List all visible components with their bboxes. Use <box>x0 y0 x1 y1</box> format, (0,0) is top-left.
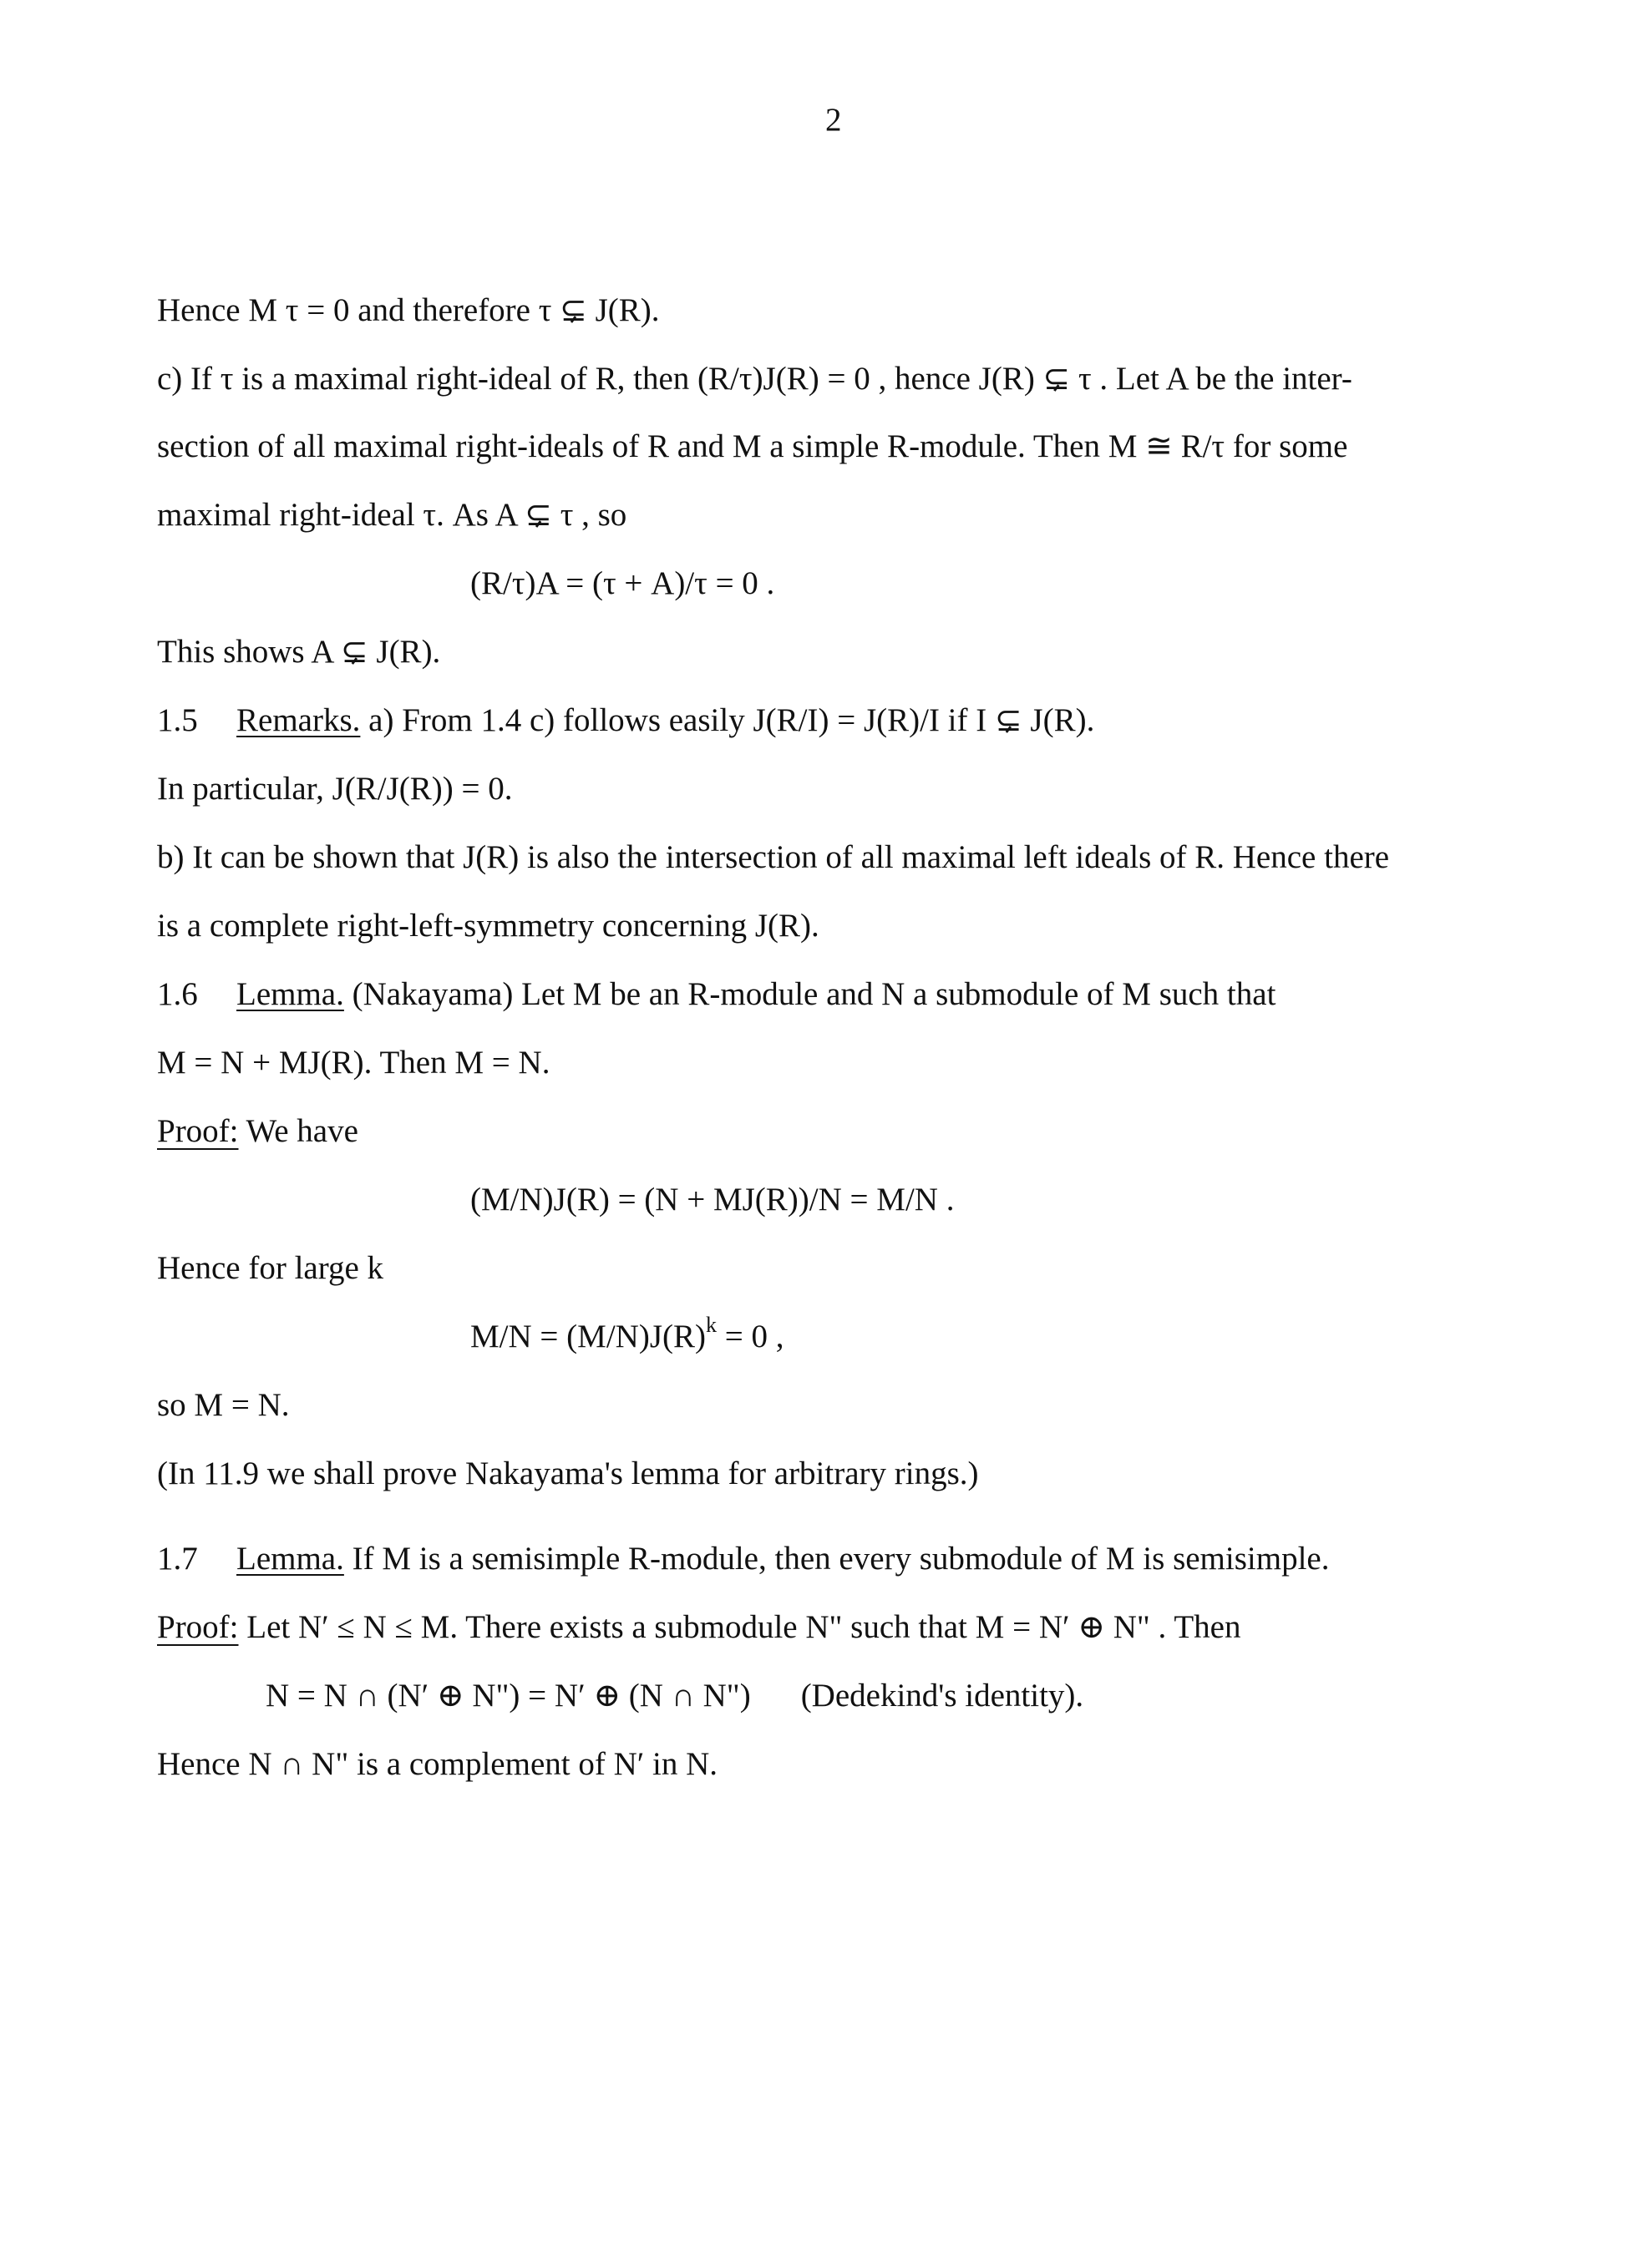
text-line: section of all maximal right-ideals of R and M a simple R-module. Then M ≅ R/τ for some <box>157 428 1348 464</box>
equation-part: = 0 , <box>717 1319 784 1354</box>
text-line: In particular, J(R/J(R)) = 0. <box>157 771 513 807</box>
proof-text: Let N′ ≤ N ≤ M. There exists a submodule N" such that M = N′ ⊕ N" . Then <box>238 1609 1241 1645</box>
text-line: is a complete right-left-symmetry concerning J(R). <box>157 908 819 944</box>
proof-text: We have <box>238 1113 358 1149</box>
text-line: Hence N ∩ N" is a complement of N′ in N. <box>157 1746 718 1782</box>
proof-label: Proof: <box>157 1609 239 1645</box>
display-equation <box>266 1676 1083 1716</box>
exponent: k <box>706 1313 717 1337</box>
section-text: (Nakayama) Let M be an R-module and N a submodule of M such that <box>343 976 1276 1012</box>
proof-label: Proof: <box>157 1113 239 1149</box>
equation-part: N = N ∩ (N′ ⊕ N") = N′ ⊕ (N ∩ N") <box>266 1678 751 1714</box>
text-line: (In 11.9 we shall prove Nakayama's lemma for arbitrary rings.) <box>157 1455 979 1491</box>
section-number: 1.5 Remarks. <box>157 702 361 738</box>
section-text: a) From 1.4 c) follows easily J(R/I) = J(R)/I if I ⊊ J(R). <box>360 702 1095 738</box>
proof-line <box>157 1607 1240 1648</box>
text-line: Hence for large k <box>157 1250 384 1286</box>
section-1-6 <box>157 975 1276 1015</box>
equation-part: M/N = (M/N)J(R) <box>470 1319 706 1354</box>
text-line: This shows A ⊊ J(R). <box>157 634 441 670</box>
text-line: maximal right-ideal τ. As A ⊊ τ , so <box>157 497 627 533</box>
display-equation: (M/N)J(R) = (N + MJ(R))/N = M/N . <box>470 1182 955 1218</box>
section-text: If M is a semisimple R-module, then every submodule of M is semisimple. <box>343 1541 1330 1577</box>
text-line: so M = N. <box>157 1387 290 1423</box>
section-number: 1.6 Lemma. <box>157 976 344 1012</box>
text-line: c) If τ is a maximal right-ideal of R, then (R/τ)J(R) = 0 , hence J(R) ⊊ τ . Let A be the inter- <box>157 361 1352 397</box>
equation-note: (Dedekind's identity). <box>800 1678 1084 1714</box>
section-number: 1.7 Lemma. <box>157 1541 344 1577</box>
text-line: Hence M τ = 0 and therefore τ ⊊ J(R). <box>157 292 660 328</box>
proof-line <box>157 1111 358 1152</box>
text-line: M = N + MJ(R). Then M = N. <box>157 1045 550 1081</box>
display-equation: (R/τ)A = (τ + A)/τ = 0 . <box>470 565 775 601</box>
page-number: 2 <box>825 102 842 138</box>
display-equation <box>470 1313 784 1357</box>
text-line: b) It can be shown that J(R) is also the intersection of all maximal left ideals of R. Hence there <box>157 839 1390 875</box>
section-1-7 <box>157 1539 1329 1579</box>
section-1-5 <box>157 701 1094 741</box>
